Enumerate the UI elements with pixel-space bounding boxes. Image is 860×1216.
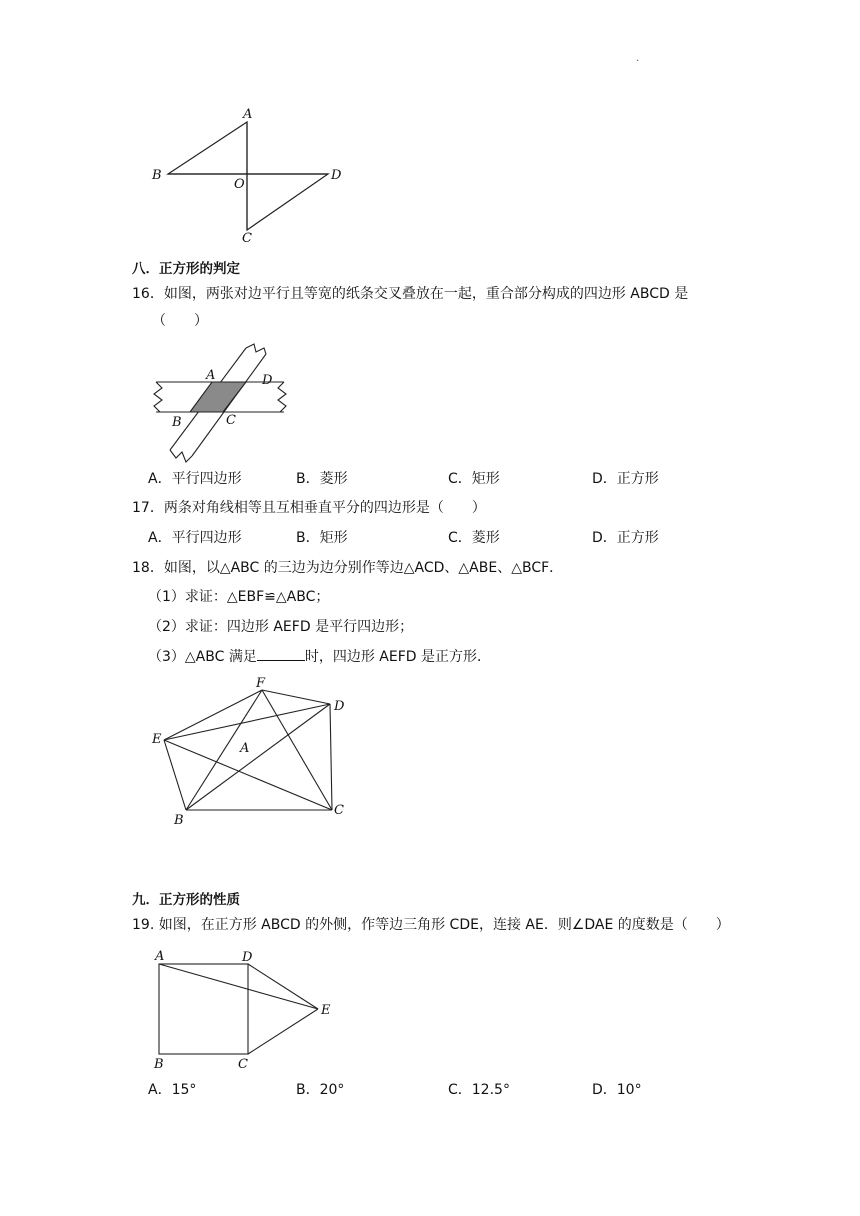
option-d[interactable]: D．正方形 bbox=[592, 471, 659, 487]
label-b: B bbox=[172, 415, 182, 430]
question-16-text: 16．如图，两张对边平行且等宽的纸条交叉叠放在一起，重合部分构成的四边形 ABCD 是 bbox=[132, 286, 689, 302]
label-a: A bbox=[240, 741, 250, 756]
label-b: B bbox=[174, 813, 184, 828]
question-18-part-2: （2）求证：四边形 AEFD 是平行四边形； bbox=[148, 619, 414, 635]
option-a[interactable]: A．平行四边形 bbox=[148, 530, 242, 546]
label-a: A bbox=[206, 368, 216, 383]
part-3-suffix: 时，四边形 AEFD 是正方形． bbox=[304, 649, 491, 665]
question-16-paren: （ ） bbox=[152, 313, 208, 329]
question-18-part-1: （1）求证：△EBF≌△ABC； bbox=[148, 589, 330, 605]
option-c[interactable]: C．矩形 bbox=[448, 471, 500, 487]
option-c[interactable]: C．12.5° bbox=[448, 1082, 510, 1098]
option-b[interactable]: B．20° bbox=[296, 1082, 345, 1098]
option-b[interactable]: B．矩形 bbox=[296, 530, 348, 546]
label-b: B bbox=[152, 168, 162, 183]
rhombus-figure bbox=[140, 102, 360, 247]
question-19-text: 19. 如图，在正方形 ABCD 的外侧，作等边三角形 CDE，连接 AE．则∠DAE 的度数是（ ） bbox=[132, 917, 730, 933]
label-d: D bbox=[331, 168, 342, 183]
question-18-part-3 bbox=[148, 646, 491, 667]
label-c: C bbox=[226, 413, 236, 428]
question-18-text: 18．如图，以△ABC 的三边为边分别作等边△ACD、△ABE、△BCF． bbox=[132, 560, 564, 576]
label-b: B bbox=[154, 1057, 164, 1072]
option-b[interactable]: B．菱形 bbox=[296, 471, 348, 487]
option-a[interactable]: A．平行四边形 bbox=[148, 471, 242, 487]
label-e: E bbox=[321, 1003, 331, 1018]
square-figure bbox=[148, 946, 348, 1076]
label-c: C bbox=[334, 803, 344, 818]
section-heading-nine: 九．正方形的性质 bbox=[132, 892, 240, 908]
option-d[interactable]: D．正方形 bbox=[592, 530, 659, 546]
label-d: D bbox=[334, 699, 345, 714]
label-o: O bbox=[234, 177, 245, 192]
label-a: A bbox=[243, 107, 253, 122]
option-c[interactable]: C．菱形 bbox=[448, 530, 500, 546]
label-d: D bbox=[262, 373, 273, 388]
part-3-prefix: （3）△ABC 满足 bbox=[148, 649, 257, 665]
label-f: F bbox=[256, 676, 266, 691]
label-e: E bbox=[152, 732, 162, 747]
label-c: C bbox=[242, 231, 252, 246]
option-d[interactable]: D．10° bbox=[592, 1082, 642, 1098]
option-a[interactable]: A．15° bbox=[148, 1082, 197, 1098]
page-mark: · bbox=[636, 56, 640, 67]
label-d: D bbox=[242, 950, 253, 965]
section-heading-eight: 八．正方形的判定 bbox=[132, 261, 240, 277]
question-17-text: 17．两条对角线相等且互相垂直平分的四边形是（ ） bbox=[132, 500, 486, 516]
strips-figure bbox=[150, 340, 300, 465]
label-c: C bbox=[238, 1057, 248, 1072]
triangles-figure bbox=[148, 674, 358, 829]
label-a: A bbox=[155, 949, 165, 964]
answer-blank[interactable] bbox=[257, 646, 305, 661]
